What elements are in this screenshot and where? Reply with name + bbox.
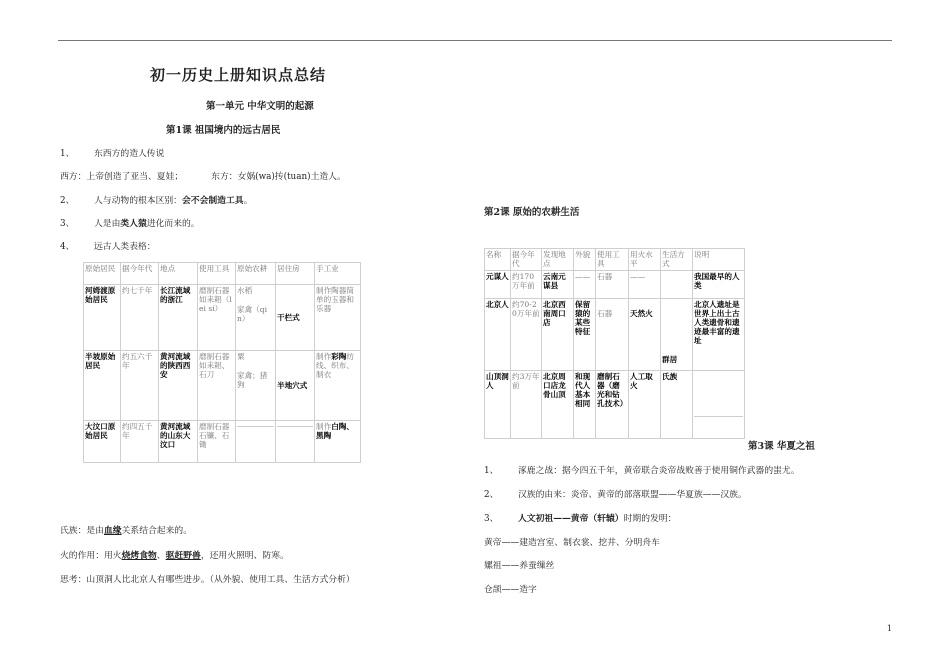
hemudu-crop: 水稻 <box>237 286 253 295</box>
clan-text-c: 关系结合起来的。 <box>121 526 192 536</box>
hemudu-house: 干栏式 <box>276 285 315 351</box>
banpo-place: 黄河流域的陕西西安 <box>159 351 198 421</box>
l3-item2 <box>484 487 747 500</box>
dawenkou-craft-a: 制作 <box>316 422 332 431</box>
banpo-crop: 粟 <box>237 352 245 361</box>
item2-key: 会不会制造工具 <box>181 196 244 206</box>
upper-cave-fire: 人工取火 <box>629 371 661 439</box>
l3-item3-text-d: 时期的发明： <box>623 514 677 524</box>
early-humans-table <box>484 248 745 439</box>
table-header-cell: 名称 <box>485 249 511 271</box>
table-header-cell: 说明 <box>693 249 745 271</box>
table-header-cell: 发现地点 <box>542 249 574 271</box>
l3-item3-num: 3、 <box>484 514 499 524</box>
page-title: 初一历史上册知识点总结 <box>150 66 327 84</box>
table-header-cell: 地点 <box>159 263 198 285</box>
item3-text-a: 人是由 <box>94 219 121 229</box>
item3 <box>60 216 200 229</box>
l3-item3-key-b: 轩辕 <box>597 514 615 524</box>
table-header-cell: 原始居民 <box>84 263 121 285</box>
table-header-cell: 使用工具 <box>198 263 236 285</box>
table-row <box>84 285 361 351</box>
hemudu-era: 约七千年 <box>121 285 159 351</box>
fire-key-1: 烧烤食物 <box>121 551 157 561</box>
item1-text: 东西方的造人传说 <box>94 149 165 159</box>
table-header-cell: 据今年代 <box>121 263 159 285</box>
table-header-cell: 据今年代 <box>511 249 542 271</box>
table-header-row <box>485 249 745 271</box>
table-header-cell: 用火水平 <box>629 249 661 271</box>
peking-place: 北京西南周口店 <box>542 299 574 371</box>
unit-heading: 第一单元 中华文明的起源 <box>206 101 314 112</box>
peking-name: 北京人 <box>485 299 511 371</box>
table-row <box>485 271 745 299</box>
banpo-era: 约五六千年 <box>121 351 159 421</box>
dawenkou-house <box>276 421 315 463</box>
l3-item3 <box>484 511 676 524</box>
l3-item1-num: 1、 <box>484 466 499 476</box>
leizu-line: 嫘祖——养蚕缫丝 <box>484 561 555 571</box>
table-row <box>84 351 361 421</box>
fire-sep: 、 <box>156 551 166 561</box>
dawenkou-tools: 磨制石器石镰、石锄 <box>198 421 236 463</box>
banpo-craft <box>315 351 361 421</box>
item4 <box>60 239 156 252</box>
table-header-cell: 手工业 <box>315 263 361 285</box>
creation-myths-line <box>60 169 346 182</box>
item3-num: 3、 <box>60 219 75 229</box>
banpo-name: 半坡原始居民 <box>84 351 121 421</box>
l3-item3-key-a: 人文初祖——黄帝（ <box>518 514 598 524</box>
west-myth: 西方：上帝创造了亚当、夏娃； <box>60 172 184 182</box>
peking-note: 北京人遗址是世界上出土古人类遗骨和遗迹最丰富的遗址 <box>693 299 745 371</box>
peking-life: 群居 <box>661 299 693 371</box>
yuanmou-fire: —— <box>629 271 661 299</box>
huangdi-line: 黄帝——建造宫室、制衣裳、挖井、分明舟车 <box>484 538 660 548</box>
table-header-cell: 生活方式 <box>661 249 693 271</box>
peking-look: 保留猿的某些特征 <box>574 299 596 371</box>
dawenkou-place: 黄河流域的山东大汶口 <box>159 421 198 463</box>
item2-text-a: 人与动物的根本区别： <box>94 196 182 206</box>
item3-text-c: 进化而来的。 <box>146 219 200 229</box>
dawenkou-craft <box>315 421 361 463</box>
lesson3-heading: 第3课 华夏之祖 <box>748 441 815 452</box>
l3-item2-num: 2、 <box>484 490 499 500</box>
upper-cave-tool: 磨制石器（磨光和钻孔技术） <box>596 371 629 439</box>
l3-item1 <box>484 463 800 476</box>
item1-num: 1、 <box>60 149 75 159</box>
table-header-cell: 原始农耕 <box>236 263 276 285</box>
yuanmou-place: 云南元谋县 <box>542 271 574 299</box>
banpo-craft-key: 彩陶 <box>331 352 347 361</box>
yuanmou-tool: 石器 <box>596 271 629 299</box>
banpo-house: 半地穴式 <box>276 351 315 421</box>
lesson1-heading: 第1课 祖国境内的远古居民 <box>166 125 281 136</box>
item2-text-c: 。 <box>243 196 253 206</box>
hemudu-farm <box>236 285 276 351</box>
item3-key: 类人猿 <box>120 219 147 229</box>
l3-item2-text: 汉族的由来：炎帝、黄帝的部落联盟——华夏族——汉族。 <box>518 490 747 500</box>
upper-cave-look: 和现代人基本相同 <box>574 371 596 439</box>
l3-item3-key-c: ） <box>614 514 624 524</box>
table-header-cell: 外貌 <box>574 249 596 271</box>
banpo-craft-a: 制作 <box>316 352 332 361</box>
fire-key-2: 驱赶野兽 <box>165 551 201 561</box>
dawenkou-farm <box>236 421 276 463</box>
dawenkou-craft-key: 白陶、黑陶 <box>316 422 354 441</box>
item2-num: 2、 <box>60 196 75 206</box>
table-row <box>485 371 745 439</box>
banpo-farm <box>236 351 276 421</box>
fire-line <box>60 548 289 561</box>
table-header-cell: 居住房 <box>276 263 315 285</box>
empty-cell-line <box>277 426 313 427</box>
item4-num: 4、 <box>60 242 75 252</box>
empty-cell-line <box>237 426 274 427</box>
page-number: 1 <box>886 624 892 633</box>
hemudu-place: 长江流域的浙江 <box>159 285 198 351</box>
clan-text-a: 氏族：是由 <box>60 526 104 536</box>
table-header-cell: 使用工具 <box>596 249 629 271</box>
banpo-tools: 磨制石器如耒耜、石刀 <box>198 351 236 421</box>
l3-item1-text: 涿鹿之战：据今四五千年，黄帝联合炎帝战败善于使用铜作武器的蚩尤。 <box>518 466 800 476</box>
yuanmou-look: —— <box>574 271 596 299</box>
table-header-row <box>84 263 361 285</box>
peking-fire: 天然火 <box>629 299 661 371</box>
hemudu-livestock: 家禽（qin） <box>237 305 268 324</box>
yuanmou-life <box>661 271 693 299</box>
lesson2-heading: 第2课 原始的农耕生活 <box>484 207 580 218</box>
yuanmou-note: 我国最早的人类 <box>693 271 745 299</box>
ancient-peoples-table <box>83 262 361 463</box>
dawenkou-name: 大汶口原始居民 <box>84 421 121 463</box>
yuanmou-era: 约170万年前 <box>511 271 542 299</box>
fire-text-d: ，还用火照明、防寒。 <box>200 551 289 561</box>
item1 <box>60 146 164 159</box>
dawenkou-era: 约四五千年 <box>121 421 159 463</box>
item4-text: 远古人类表格： <box>94 242 156 252</box>
upper-cave-life: 氏族 <box>661 371 693 439</box>
fire-text-a: 火的作用：用火 <box>60 551 122 561</box>
table-row <box>485 299 745 371</box>
peking-era: 约70-20万年前 <box>511 299 542 371</box>
clan-line <box>60 523 192 536</box>
upper-cave-place: 北京周口店龙骨山顶 <box>542 371 574 439</box>
cangjie-line: 仓颉——造字 <box>484 585 537 595</box>
banpo-craft-c: 纺线、织布、制衣 <box>316 352 354 380</box>
header-rule <box>58 40 892 41</box>
east-myth: 东方：女娲(wa)抟(tuan)土造人。 <box>211 172 346 182</box>
hemudu-name: 河姆渡原始居民 <box>84 285 121 351</box>
empty-cell-line <box>694 416 743 417</box>
hemudu-tools: 磨制石器如耒耜（lei si） <box>198 285 236 351</box>
peking-tool: 石器 <box>596 299 629 371</box>
upper-cave-note <box>693 371 745 439</box>
hemudu-craft: 制作陶器简单的玉器和乐器 <box>315 285 361 351</box>
item2 <box>60 193 252 206</box>
table-row <box>84 421 361 463</box>
yuanmou-name: 元谋人 <box>485 271 511 299</box>
upper-cave-name: 山顶洞人 <box>485 371 511 439</box>
upper-cave-era: 约3万年前 <box>511 371 542 439</box>
think-line: 思考：山顶洞人比北京人有哪些进步。（从外貌、使用工具、生活方式分析） <box>60 575 355 585</box>
banpo-livestock: 家禽；猪狗 <box>237 371 268 390</box>
clan-key: 血缘 <box>104 526 122 536</box>
